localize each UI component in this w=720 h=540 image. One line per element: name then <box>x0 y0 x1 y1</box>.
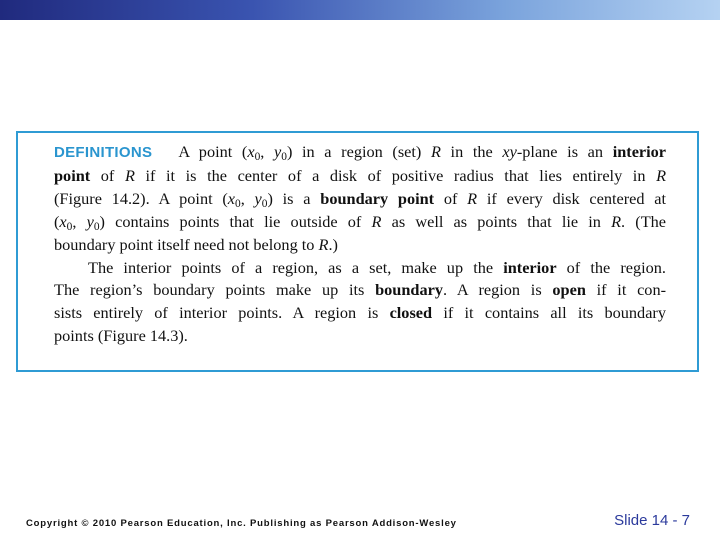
definition-text <box>54 141 666 348</box>
definition-line-5: boundary point itself need not belong to R.) <box>54 234 338 254</box>
term-boundary: boundary <box>375 280 443 300</box>
definition-line-2: point of R if it is the center of a disk of positive radius that lies entirely in R <box>54 165 667 185</box>
definition-line-6: The interior points of a region, as a set, make up the interior of the region. <box>88 257 666 277</box>
footer-copyright: Copyright © 2010 Pearson Education, Inc. Publishing as Pearson Addison-Wesley <box>26 518 457 529</box>
definition-line-1: DEFINITIONS A point ($x_0$, $y_0$) in a region (set) R in the xy-plane is an interior <box>54 142 667 163</box>
term-interior-2: interior <box>503 257 557 277</box>
term-boundary-point: boundary point <box>320 188 435 208</box>
term-open: open <box>552 280 586 300</box>
title-bar-gradient <box>0 0 720 20</box>
term-interior: interior <box>612 142 667 161</box>
definition-line-8: sists entirely of interior points. A region is closed if it contains all its boundary <box>54 303 666 323</box>
definition-box <box>16 131 699 372</box>
term-closed: closed <box>389 303 433 323</box>
slide-number: Slide 14 - 7 <box>614 512 690 529</box>
definition-line-3: (Figure 14.2). A point ($x_0$, $y_0$) is a boundary point of R if every disk centered at <box>54 188 667 210</box>
definitions-heading: DEFINITIONS <box>54 144 153 161</box>
definition-line-4: ($x_0$, $y_0$) contains points that lie outside of R as well as points that lie in R. (The <box>54 211 667 233</box>
definition-line-9: points (Figure 14.3). <box>54 326 188 346</box>
definition-line-7: The region’s boundary points make up its boundary. A region is open if it con- <box>54 280 667 300</box>
term-point: point <box>54 165 91 185</box>
